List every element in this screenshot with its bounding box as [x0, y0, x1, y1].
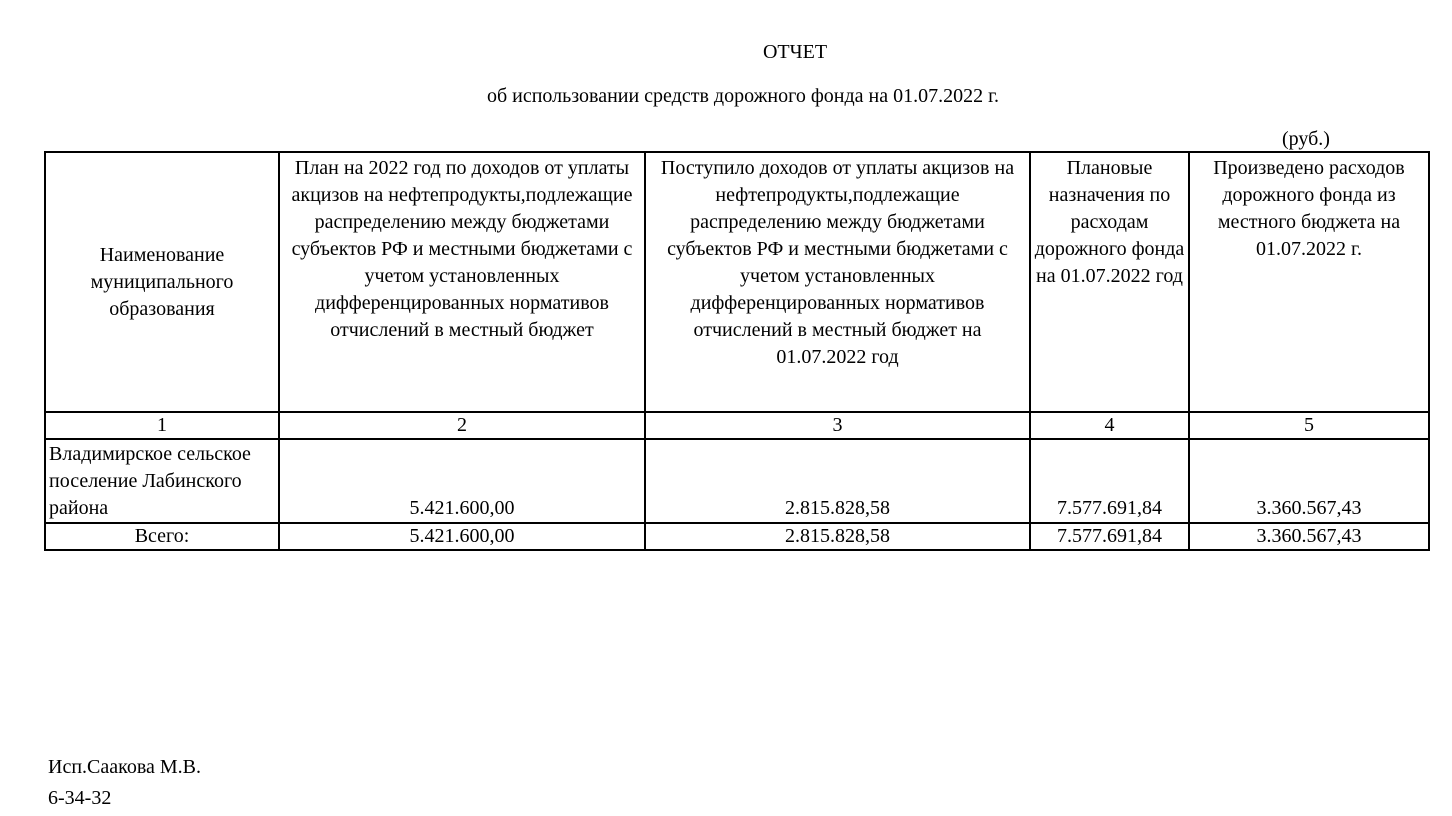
total-row [45, 523, 1429, 550]
column-number: 4 [1030, 412, 1189, 439]
total-received-income: 2.815.828,58 [645, 523, 1030, 550]
total-actual-expenses: 3.360.567,43 [1189, 523, 1429, 550]
actual-expenses-value: 3.360.567,43 [1189, 439, 1429, 523]
road-fund-table [44, 151, 1430, 551]
column-number: 5 [1189, 412, 1429, 439]
header-received-income: Поступило доходов от уплаты акцизов на нефтепродукты,подлежащие распределению между бюджетами субъектов РФ и местными бюджетами с учетом установленных дифференцированных нормативов отчислений в местный бюджет на 01.07.2022 год [645, 152, 1030, 412]
column-number: 2 [279, 412, 645, 439]
received-income-value: 2.815.828,58 [645, 439, 1030, 523]
header-actual-expenses: Произведено расходов дорожного фонда из местного бюджета на 01.07.2022 г. [1189, 152, 1429, 412]
column-number: 1 [45, 412, 279, 439]
plan-income-value: 5.421.600,00 [279, 439, 645, 523]
column-number: 3 [645, 412, 1030, 439]
total-planned-expenses: 7.577.691,84 [1030, 523, 1189, 550]
report-title: ОТЧЕТ [762, 41, 828, 63]
planned-expenses-value: 7.577.691,84 [1030, 439, 1189, 523]
executor-name: Исп.Саакова М.В. [48, 756, 201, 778]
table-row [45, 439, 1429, 523]
executor-phone: 6-34-32 [48, 787, 112, 809]
municipality-name: Владимирское сельское поселение Лабинского района [45, 439, 279, 523]
total-label: Всего: [45, 523, 279, 550]
report-subtitle: об использовании средств дорожного фонда на 01.07.2022 г. [486, 85, 1000, 107]
table-header-row [45, 152, 1429, 412]
currency-units: (руб.) [1282, 128, 1330, 150]
column-number-row [45, 412, 1429, 439]
header-municipality: Наименование муниципального образования [45, 152, 279, 412]
header-planned-expenses: Плановые назначения по расходам дорожного фонда на 01.07.2022 год [1030, 152, 1189, 412]
header-plan-income: План на 2022 год по доходов от уплаты акцизов на нефтепродукты,подлежащие распределению между бюджетами субъектов РФ и местными бюджетами с учетом установленных дифференцированных нормативов отчислений в местный бюджет [279, 152, 645, 412]
total-plan-income: 5.421.600,00 [279, 523, 645, 550]
